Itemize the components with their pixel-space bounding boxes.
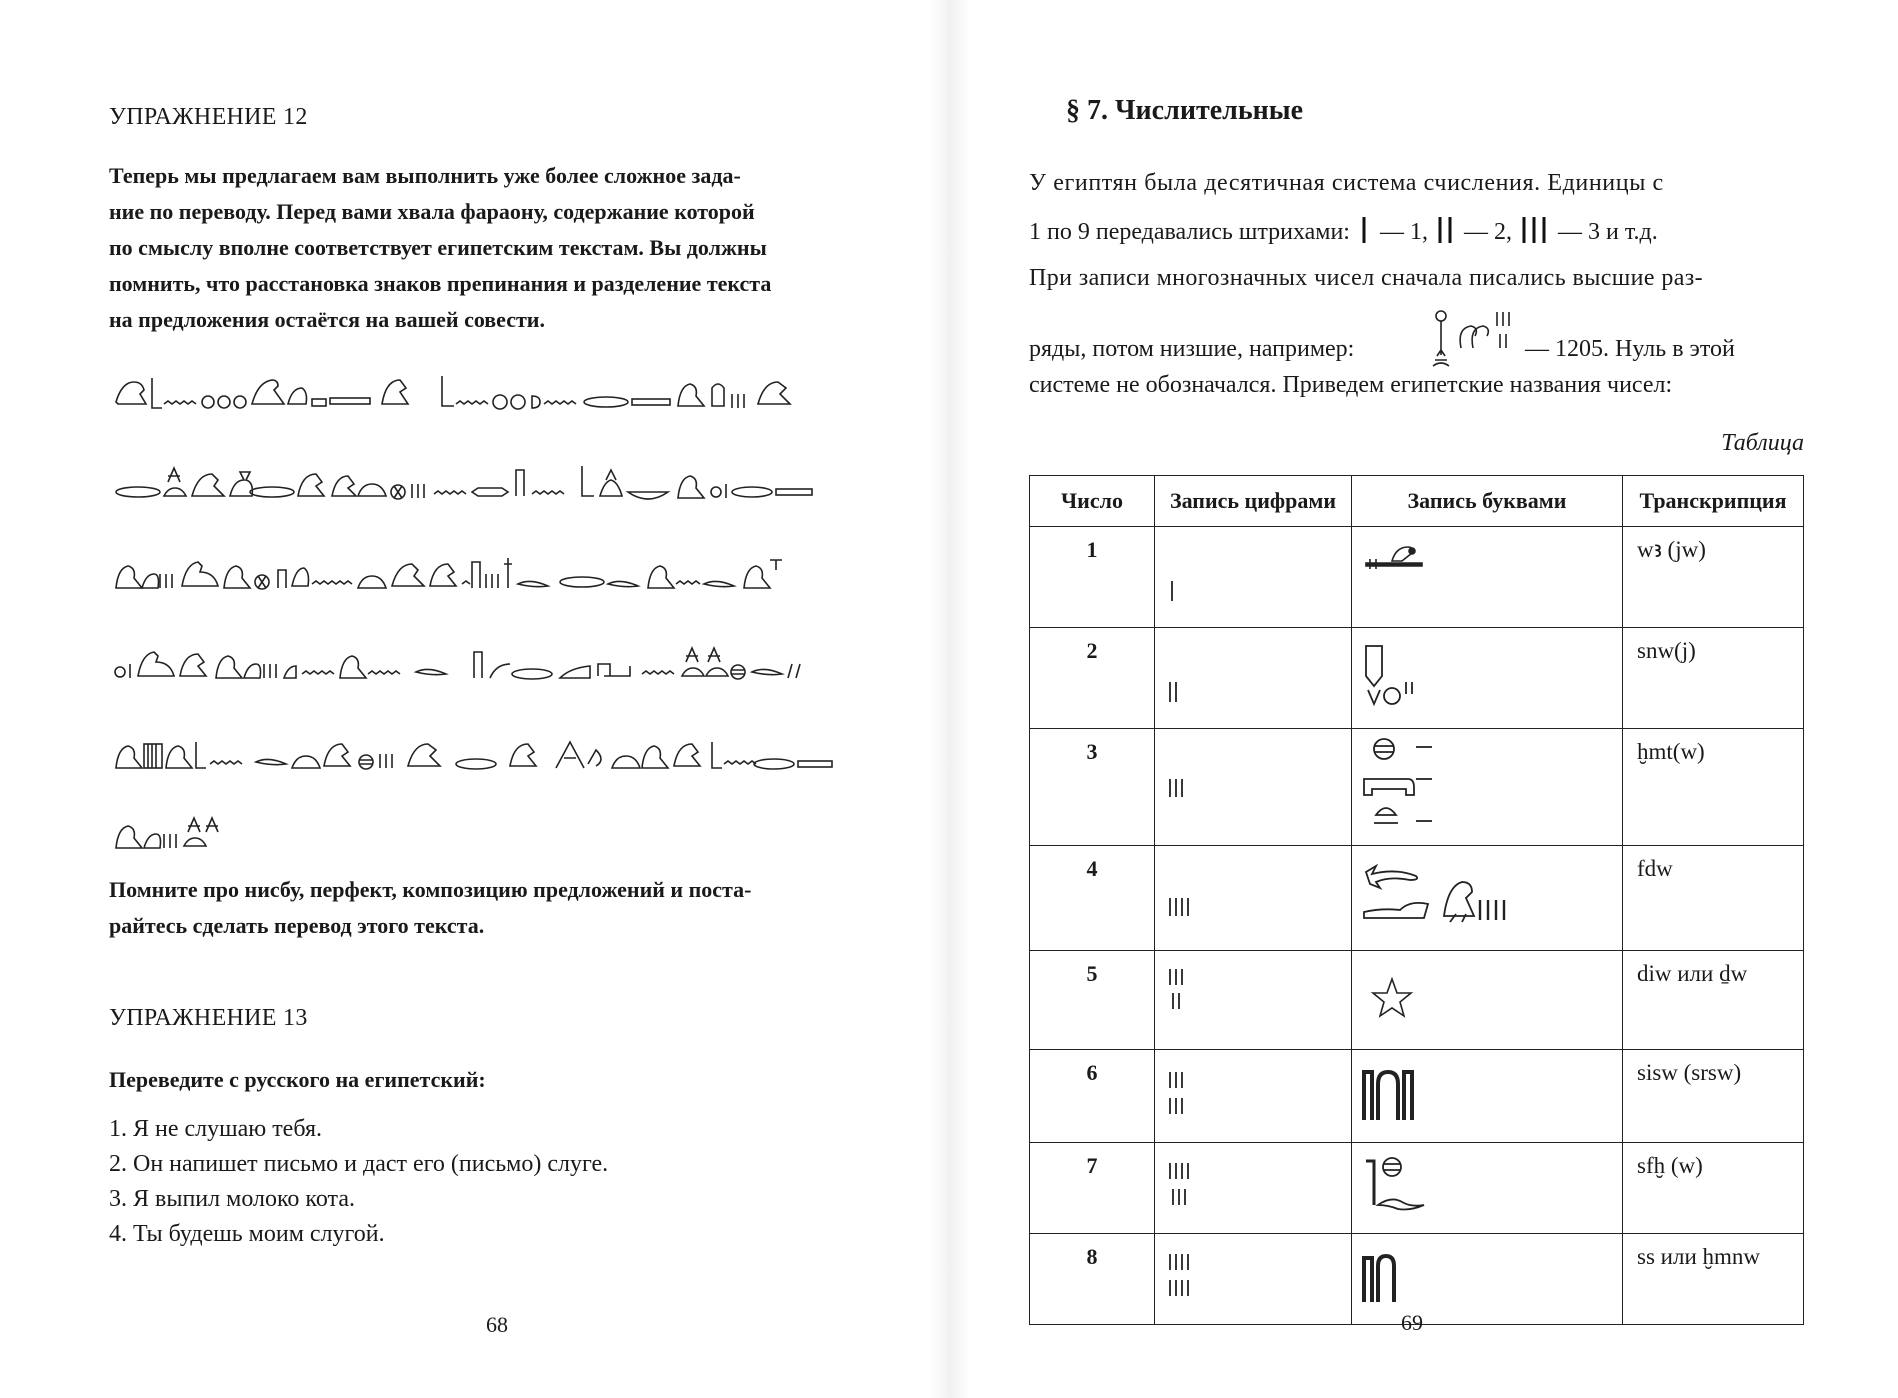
transcription-cell: ss или ḫmnw: [1623, 1234, 1804, 1325]
number-1205-glyph: [1431, 308, 1515, 370]
digits-cell: [1155, 1050, 1352, 1143]
digits-cell: [1155, 846, 1352, 951]
number-cell: 5: [1030, 951, 1155, 1050]
exercise-12-intro: [109, 158, 887, 338]
letters-cell: [1352, 1234, 1623, 1325]
letters-cell: [1352, 1050, 1623, 1143]
letters-cell: [1352, 951, 1623, 1050]
digits-cell: [1155, 951, 1352, 1050]
table-row: [1030, 951, 1804, 1050]
table-row: [1030, 1050, 1804, 1143]
strokes-4: [1155, 846, 1351, 944]
hieroglyph-row-6: [112, 806, 882, 856]
col-header-transcription: Транскрипция: [1623, 476, 1804, 527]
transcription-cell: fdw: [1623, 846, 1804, 951]
letters-cell: [1352, 729, 1623, 846]
digits-cell: [1155, 628, 1352, 729]
transcription-cell: diw или ḏw: [1623, 951, 1804, 1050]
exercise-12-outro: [109, 872, 887, 944]
intro-line: ние по переводу. Перед вами хвала фараону, содержание которой: [109, 199, 755, 224]
col-header-digits: Запись цифрами: [1155, 476, 1352, 527]
hieroglyph-row-4: [112, 636, 882, 686]
intro-line: по смыслу вполне соответствует египетским текстам. Вы должны: [109, 235, 767, 260]
letters-cell: [1352, 1143, 1623, 1234]
hieroglyph-row-1: [112, 366, 882, 416]
hieroglyph-row-3: [112, 546, 882, 596]
strokes-2: [1155, 628, 1351, 722]
list-item: 4. Ты будешь моим слугой.: [109, 1221, 385, 1247]
hieroglyph-word-one: [1352, 527, 1622, 621]
para-line: системе не обозначался. Приведем египетские названия чисел:: [1029, 372, 1673, 398]
strokes-1: [1155, 527, 1351, 621]
strokes-7: [1155, 1143, 1351, 1227]
list-item: 2. Он напишет письмо и даст его (письмо) слуге.: [109, 1151, 609, 1177]
transcription-cell: sfḫ (w): [1623, 1143, 1804, 1234]
hieroglyph-word-eight: [1352, 1234, 1622, 1318]
transcription-cell: snw(j): [1623, 628, 1804, 729]
list-item: 1. Я не слушаю тебя.: [109, 1116, 322, 1142]
digits-cell: [1155, 527, 1352, 628]
stroke-2-glyph: [1434, 215, 1458, 245]
hieroglyph-word-two: [1352, 628, 1622, 722]
exercise-12-title: УПРАЖНЕНИЕ 12: [109, 104, 308, 130]
strokes-3: [1155, 729, 1351, 839]
intro-line: помнить, что расстановка знаков препинания и разделение текста: [109, 271, 772, 296]
letters-cell: [1352, 527, 1623, 628]
numerals-table: [1029, 475, 1804, 1325]
digits-cell: [1155, 1143, 1352, 1234]
letters-cell: [1352, 628, 1623, 729]
table-header-row: [1030, 476, 1804, 527]
table-row: [1030, 527, 1804, 628]
number-cell: 1: [1030, 527, 1155, 628]
table-row: [1030, 846, 1804, 951]
intro-line: Теперь мы предлагаем вам выполнить уже более сложное зада-: [109, 163, 741, 188]
hieroglyph-row-2: [112, 456, 882, 506]
hieroglyph-word-four: [1352, 846, 1622, 944]
table-caption: Таблица: [1721, 430, 1804, 456]
number-cell: 8: [1030, 1234, 1155, 1325]
letters-cell: [1352, 846, 1623, 951]
col-header-letters: Запись буквами: [1352, 476, 1623, 527]
transcription-cell: ḫmt(w): [1623, 729, 1804, 846]
para-line: ряды, потом низшие, например: — 1205. Нуль в этой: [1029, 308, 1805, 378]
outro-line: райтесь сделать перевод этого текста.: [109, 913, 485, 938]
col-header-number: Число: [1030, 476, 1155, 527]
transcription-cell: wꜣ (jw): [1623, 527, 1804, 628]
transcription-cell: sisw (srsw): [1623, 1050, 1804, 1143]
strokes-8: [1155, 1234, 1351, 1318]
para-line: 1 по 9 передавались штрихами: — 1, — 2, — 3 и т.д.: [1029, 215, 1805, 246]
para-line: У египтян была десятичная система счисления. Единицы с: [1029, 170, 1664, 196]
number-cell: 4: [1030, 846, 1155, 951]
digits-cell: [1155, 729, 1352, 846]
intro-line: на предложения остаётся на вашей совести.: [109, 307, 545, 332]
table-row: [1030, 729, 1804, 846]
hieroglyph-word-six: [1352, 1050, 1622, 1136]
page-number-right: 69: [1401, 1310, 1423, 1335]
digits-cell: [1155, 1234, 1352, 1325]
exercise-13-title: УПРАЖНЕНИЕ 13: [109, 1005, 308, 1031]
hieroglyph-word-five: [1352, 951, 1622, 1043]
strokes-5: [1155, 951, 1351, 1043]
section-title: § 7. Числительные: [1066, 95, 1304, 126]
number-cell: 6: [1030, 1050, 1155, 1143]
exercise-13-prompt: Переведите с русского на египетский:: [109, 1067, 486, 1092]
page-number-left: 68: [486, 1312, 508, 1337]
hieroglyph-word-three: [1352, 729, 1622, 839]
exercise-13-list: [109, 1112, 608, 1252]
number-cell: 3: [1030, 729, 1155, 846]
list-item: 3. Я выпил молоко кота.: [109, 1186, 355, 1212]
para-line: При записи многозначных чисел сначала писались высшие раз-: [1029, 265, 1704, 291]
number-cell: 2: [1030, 628, 1155, 729]
table-row: [1030, 1143, 1804, 1234]
stroke-1-glyph: [1356, 215, 1374, 245]
strokes-6: [1155, 1050, 1351, 1136]
outro-line: Помните про нисбу, перфект, композицию предложений и поста-: [109, 877, 752, 902]
table-row: [1030, 628, 1804, 729]
stroke-3-glyph: [1518, 215, 1552, 245]
number-cell: 7: [1030, 1143, 1155, 1234]
hieroglyph-row-5: [112, 726, 882, 776]
hieroglyph-word-seven: [1352, 1143, 1622, 1227]
